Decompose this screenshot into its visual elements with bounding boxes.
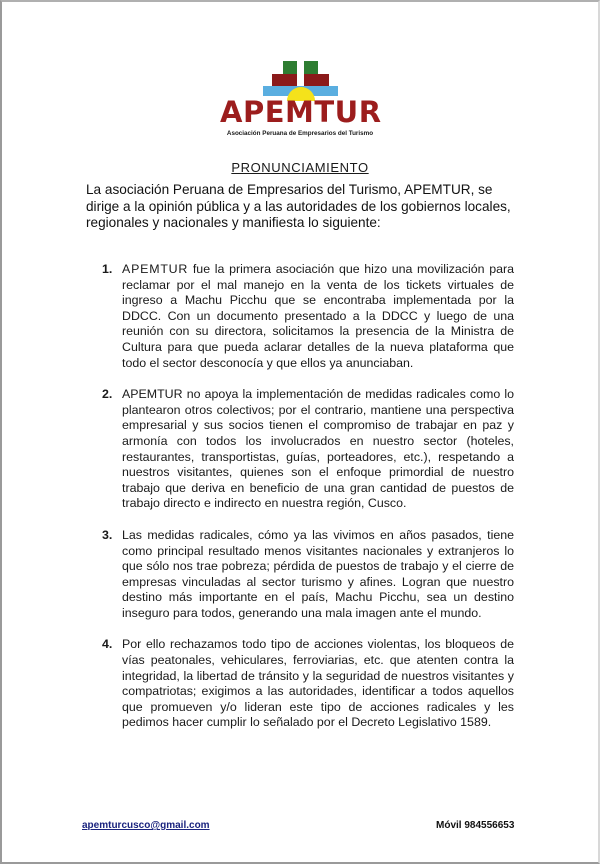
logo-subtitle: Asociación Peruana de Empresarios del Turismo	[226, 130, 374, 137]
item-number: 2.	[102, 387, 113, 402]
phone-number: Móvil 984556653	[436, 820, 515, 831]
item-text: Las medidas radicales, cómo ya las vivimos en años pasados, tiene como principal resultado menos visitantes nacionales y extranjeros lo que sólo nos trae pobreza; pérdida de puestos de trabajo y el cierre de empresas vinculadas al sector turismo y afines. Logran que nuestro destino más importante en el país, Machu Picchu, sea un destino inseguro para todos, generando una mala imagen ante el mundo.	[122, 527, 514, 620]
item-number: 1.	[102, 262, 113, 276]
item-text: APEMTUR no apoya la implementación de medidas radicales como lo plantearon otros colectivos; por el contrario, mantiene una perspectiva empresarial y sus socios tienen el compromiso de trabajar en paz y armonía con todos los involucrados en nuestro sector (hoteles, restaurantes, transportistas, guías, porteadores, etc.), respetando a nuestros visitantes, quienes son el enfoque primordial de nuestro trabajo que deriva en beneficio de una gran cantidad de puestos de trabajo directo e indirecto en nuestra región, Cusco.	[122, 387, 514, 511]
logo-red-block-left	[272, 74, 297, 86]
item-number: 4.	[102, 637, 113, 652]
list-item	[102, 387, 514, 512]
email-link[interactable]: apemturcusco@gmail.com	[82, 820, 210, 831]
logo-green-block-left	[283, 61, 297, 74]
item-text: Por ello rechazamos todo tipo de acciones violentas, los bloqueos de vías peatonales, vehiculares, ferroviarias, etc. que atenten contra la integridad, la libertad de tránsito y la seguridad de nuestros visitantes y compatriotas; exigimos a las autoridades, identificar a todos aquellos que promueven y/o lideran este tipo de acciones radicales y les pedimos hacer cumplir lo señalado por el Decreto Legislativo 1589.	[122, 637, 514, 730]
list-item	[102, 262, 514, 371]
statement-list	[102, 262, 514, 731]
list-item	[102, 528, 514, 622]
apemtur-logo	[220, 58, 380, 146]
logo-green-block-right	[304, 61, 318, 74]
item-text: fue la primera asociación que hizo una movilización para reclamar por el mal manejo en la venta de los tickets virtuales de ingreso a Machu Picchu que se encontraba implementada por la DDCC. Con un documento presentado a la DDCC y luego de una reunión con su directora, solicitamos la presencia de la Ministra de Cultura para que pueda aclarar detalles de la nueva plataforma que todo el sector desconocía y que ellos ya anunciaban.	[122, 262, 514, 370]
document-title: PRONUNCIAMIENTO	[231, 160, 369, 175]
logo-wordmark: APEMTUR	[220, 95, 382, 129]
logo-red-block-right	[304, 74, 329, 86]
item-lead: APEMTUR	[122, 262, 189, 276]
list-item	[102, 637, 514, 731]
intro-paragraph: La asociación Peruana de Empresarios del Turismo, APEMTUR, se dirige a la opinión pública y a las autoridades de los gobiernos locales, regionales y nacionales y manifiesta lo siguiente:	[86, 182, 511, 230]
item-number: 3.	[102, 527, 113, 542]
